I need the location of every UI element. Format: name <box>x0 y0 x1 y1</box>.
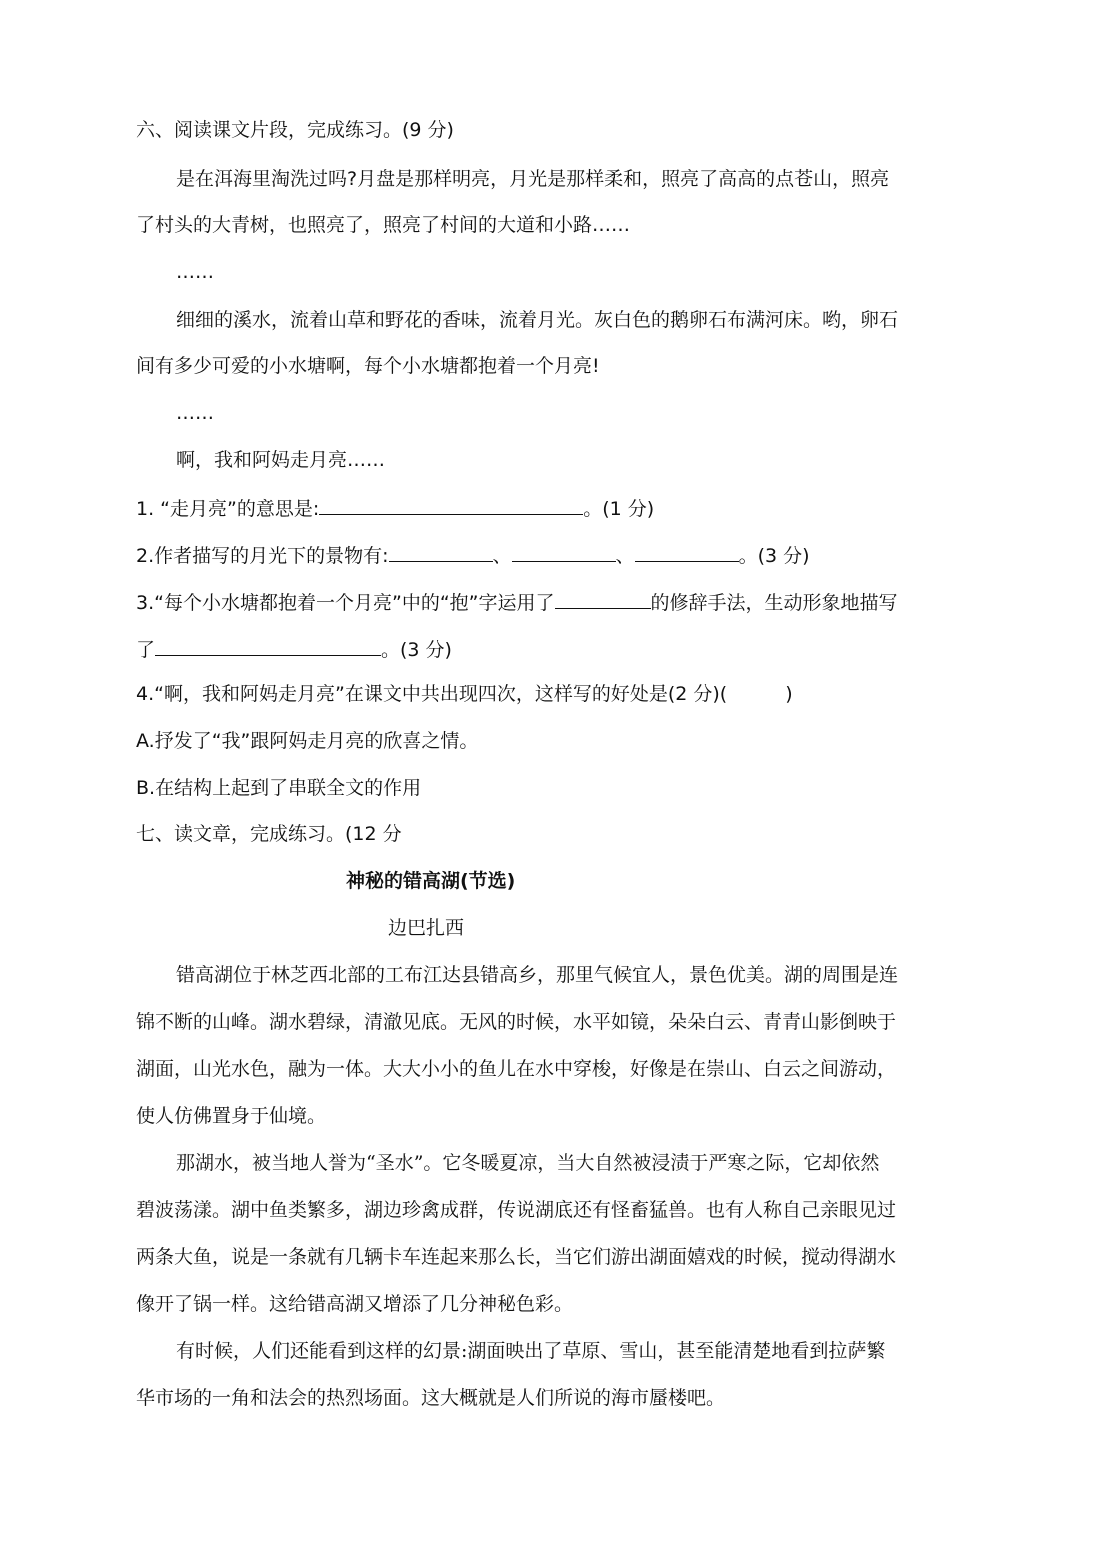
q3-prefix: 3.“每个小水塘都抱着一个月亮”中的“抱”字运用了 <box>136 592 555 614</box>
q4-close-paren: ) <box>785 683 793 705</box>
article-title: 神秘的错高湖(节选) <box>346 870 516 892</box>
q2-answer-blank-3[interactable] <box>635 541 739 562</box>
passage2-line2: 间有多少可爱的小水塘啊，每个小水塘都抱着一个月亮! <box>136 355 600 377</box>
question-3-line2 <box>136 635 452 662</box>
q3-line2-suffix: 。(3 分) <box>381 639 452 661</box>
q2-separator-2: 、 <box>615 545 635 567</box>
question-3-line1 <box>136 588 898 615</box>
article-p3-line1: 有时候，人们还能看到这样的幻景:湖面映出了草原、雪山，甚至能清楚地看到拉萨繁 <box>176 1340 886 1362</box>
passage1-line1: 是在洱海里淘洗过吗?月盘是那样明亮，月光是那样柔和，照亮了高高的点苍山，照亮 <box>176 168 890 190</box>
article-p2-line1: 那湖水，被当地人誉为“圣水”。它冬暖夏凉，当大自然被浸渍于严寒之际，它却依然 <box>176 1152 880 1174</box>
q2-answer-blank-1[interactable] <box>389 541 493 562</box>
q3-line2-prefix: 了 <box>136 639 156 661</box>
article-author: 边巴扎西 <box>388 917 465 939</box>
article-p1-line2: 锦不断的山峰。湖水碧绿，清澈见底。无风的时候，水平如镜，朵朵白云、青青山影倒映于 <box>136 1011 897 1033</box>
article-p1-line3: 湖面，山光水色，融为一体。大大小小的鱼儿在水中穿梭，好像是在崇山、白云之间游动， <box>136 1058 897 1080</box>
section7-heading: 七、读文章，完成练习。(12 分 <box>136 823 402 845</box>
article-p2-line2: 碧波荡漾。湖中鱼类繁多，湖边珍禽成群，传说湖底还有怪畜猛兽。也有人称自己亲眼见过 <box>136 1199 897 1221</box>
q4-option-b: B.在结构上起到了串联全文的作用 <box>136 777 422 799</box>
q3-mid: 的修辞手法，生动形象地描写 <box>650 592 898 614</box>
article-p1-line1: 错高湖位于林芝西北部的工布江达县错高乡，那里气候宜人，景色优美。湖的周围是连 <box>176 964 899 986</box>
passage2-line1: 细细的溪水，流着山草和野花的香味，流着月光。灰白色的鹅卵石布满河床。哟，卵石 <box>176 309 899 331</box>
q1-answer-blank[interactable] <box>319 494 583 515</box>
article-p1-line4: 使人仿佛置身于仙境。 <box>136 1105 327 1127</box>
q2-separator-1: 、 <box>492 545 512 567</box>
q3-answer-blank-2[interactable] <box>155 635 381 656</box>
q1-suffix: 。(1 分) <box>583 498 655 520</box>
passage3-line: 啊，我和阿妈走月亮…… <box>176 449 386 471</box>
section6-heading: 六、阅读课文片段，完成练习。(9 分) <box>136 119 454 141</box>
q4-text: 4.“啊，我和阿妈走月亮”在课文中共出现四次，这样写的好处是(2 分)( <box>136 683 728 705</box>
q4-option-a: A.抒发了“我”跟阿妈走月亮的欣喜之情。 <box>136 730 479 752</box>
article-p2-line3: 两条大鱼，说是一条就有几辆卡车连起来那么长，当它们游出湖面嬉戏的时候，搅动得湖水 <box>136 1246 897 1268</box>
article-p2-line4: 像开了锅一样。这给错高湖又增添了几分神秘色彩。 <box>136 1293 574 1315</box>
q2-prefix: 2.作者描写的月光下的景物有: <box>136 545 389 567</box>
question-4 <box>136 682 793 706</box>
q3-answer-blank-1[interactable] <box>555 588 651 609</box>
ellipsis-1: …… <box>176 261 214 283</box>
ellipsis-2: …… <box>176 402 214 424</box>
q2-suffix: 。(3 分) <box>738 545 810 567</box>
question-1 <box>136 494 654 521</box>
q1-prefix: 1. “走月亮”的意思是: <box>136 498 320 520</box>
q2-answer-blank-2[interactable] <box>512 541 616 562</box>
question-2 <box>136 541 810 568</box>
article-p3-line2: 华市场的一角和法会的热烈场面。这大概就是人们所说的海市蜃楼吧。 <box>136 1387 726 1409</box>
passage1-line2: 了村头的大青树，也照亮了，照亮了村间的大道和小路…… <box>136 214 631 236</box>
